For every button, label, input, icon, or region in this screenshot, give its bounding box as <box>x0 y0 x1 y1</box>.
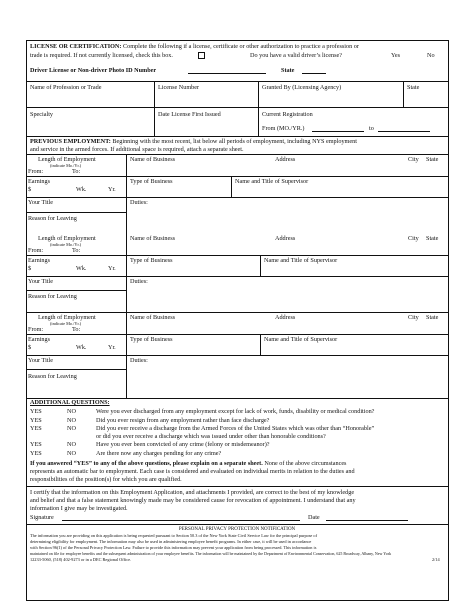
dollar-sign: $ <box>28 186 32 193</box>
reason-label: Reason for Leaving <box>28 215 77 222</box>
state-label: State <box>426 235 439 242</box>
privacy-line: maintained on file for employee benefits and the subsequent administration of your employee benefits. The information will be maintained by the Department of Environmental Conservation, 625 Broadway, Albany, New York <box>30 551 392 556</box>
signature-label: Signature <box>30 514 54 521</box>
date-field[interactable] <box>326 520 408 521</box>
from-label: From: <box>28 168 44 175</box>
question-text-continued: or did you ever receive a discharge which was issued under other than honorable conditions? <box>96 433 326 440</box>
valid-license-no[interactable]: No <box>427 52 435 59</box>
dl-state-label: State <box>281 67 295 74</box>
registration-from-label: From (MO./YR.) <box>262 125 305 132</box>
your-title-label: Your Title <box>28 357 53 364</box>
additional-questions-heading: ADDITIONAL QUESTIONS: <box>30 399 110 406</box>
business-name-label: Name of Business <box>130 314 176 321</box>
dollar-sign: $ <box>28 344 32 351</box>
valid-license-yes[interactable]: Yes <box>391 52 401 59</box>
dl-number-field[interactable] <box>188 73 266 74</box>
question-text: Did you ever receive a discharge from the Armed Forces of the United States which was other than “Honorable” <box>96 425 375 432</box>
yes-option[interactable]: YES <box>30 408 42 415</box>
no-option[interactable]: NO <box>67 450 76 457</box>
employment-header-text: Beginning with the most recent, list below all periods of employment, including NYS employment <box>110 138 357 145</box>
explain-note-line2: represents an automatic bar to employment. Each case is considered and evaluated on individual merits in relation to the duties and <box>30 468 355 475</box>
explain-note-line1 <box>30 461 346 467</box>
supervisor-label: Name and Title of Supervisor <box>264 257 338 264</box>
to-label: To: <box>72 168 81 175</box>
indicate-label: (indicate Mo./Yr.) <box>50 321 82 326</box>
length-label: Length of Employment <box>38 235 96 242</box>
earnings-label: Earnings <box>28 178 50 185</box>
indicate-label: (indicate Mo./Yr.) <box>50 242 82 247</box>
to-label: To: <box>72 247 81 254</box>
license-heading: LICENSE OR CERTIFICATION: <box>30 43 122 50</box>
explain-note-bold: If you answered “YES” to any of the above questions, please explain on a separate sheet. <box>30 460 263 467</box>
duties-label: Duties: <box>130 199 148 206</box>
yes-option[interactable]: YES <box>30 450 42 457</box>
granted-by-label: Granted By (Licensing Agency) <box>262 84 342 91</box>
certification-line2: and belief and that a false statement knowingly made may be considered cause for revocation of appointment. I understand that any <box>30 497 356 504</box>
your-title-label: Your Title <box>28 199 53 206</box>
certification-line1: I certify that the information on this Employment Application, and attachments I provided, are correct to the best of my knowledge <box>30 489 355 496</box>
your-title-label: Your Title <box>28 278 53 285</box>
explain-note-rest: None of the above circumstances <box>262 460 347 467</box>
no-option[interactable]: NO <box>67 441 76 448</box>
yes-option[interactable]: YES <box>30 417 42 424</box>
wk-label: Wk. <box>76 186 87 193</box>
dl-number-label: Driver License or Non-driver Photo ID Number <box>30 67 157 74</box>
explain-note-line3: responsibilities of the position(s) for which you are qualified. <box>30 476 182 483</box>
city-label: City <box>408 235 419 242</box>
business-type-label: Type of Business <box>130 257 173 264</box>
address-label: Address <box>275 235 296 242</box>
employment-header-line2: and service in the armed forces. If additional space is required, attach a separate sheet. <box>30 146 244 153</box>
wk-label: Wk. <box>76 265 87 272</box>
license-intro-line2: trade is required. If not currently licensed, check this box. <box>30 52 173 59</box>
business-type-label: Type of Business <box>130 178 173 185</box>
state-label: State <box>426 314 439 321</box>
current-registration-label: Current Registration <box>262 111 313 118</box>
state-label: State <box>426 156 439 163</box>
privacy-line: with Section 96(1) of the Personal Privacy Protection Law. Failure to provide this information may prevent your application from being processed. This information is <box>30 545 317 550</box>
yr-label: Yr. <box>108 344 116 351</box>
reason-label: Reason for Leaving <box>28 293 77 300</box>
profession-label: Name of Profession or Trade <box>30 84 102 91</box>
yes-option[interactable]: YES <box>30 425 42 432</box>
from-label: From: <box>28 247 44 254</box>
dollar-sign: $ <box>28 265 32 272</box>
license-state-label: State <box>407 84 420 91</box>
yr-label: Yr. <box>108 265 116 272</box>
certification-line3: information I give may be investigated. <box>30 505 128 512</box>
yr-label: Yr. <box>108 186 116 193</box>
specialty-label: Specialty <box>30 111 54 118</box>
indicate-label: (indicate Mo./Yr.) <box>50 163 82 168</box>
address-label: Address <box>275 314 296 321</box>
registration-from-field[interactable] <box>312 131 364 132</box>
license-intro-line1 <box>30 44 359 50</box>
question-text: Did you ever resign from any employment rather than face discharge? <box>96 417 270 424</box>
earnings-label: Earnings <box>28 336 50 343</box>
city-label: City <box>408 156 419 163</box>
business-type-label: Type of Business <box>130 336 173 343</box>
supervisor-label: Name and Title of Supervisor <box>264 336 338 343</box>
wk-label: Wk. <box>76 344 87 351</box>
not-licensed-checkbox[interactable] <box>198 52 205 59</box>
no-option[interactable]: NO <box>67 408 76 415</box>
employment-heading: PREVIOUS EMPLOYMENT: <box>30 138 111 145</box>
to-label: To: <box>72 326 81 333</box>
registration-to-label: to <box>369 125 374 132</box>
registration-to-field[interactable] <box>378 131 430 132</box>
no-option[interactable]: NO <box>67 425 76 432</box>
length-label: Length of Employment <box>38 156 96 163</box>
city-label: City <box>408 314 419 321</box>
duties-label: Duties: <box>130 357 148 364</box>
question-text: Are there now any charges pending for any crime? <box>96 450 222 457</box>
question-text: Have you ever been convicted of any crime (felony or misdemeanor)? <box>96 441 270 448</box>
reason-label: Reason for Leaving <box>28 373 77 380</box>
privacy-line: The information you are providing on this application is being requested pursuant to Section 50.3 of the New York State Civil Service Law for the principal purpose of <box>30 533 317 538</box>
license-intro-text: Complete the following if a license, certificate or other authorization to practice a profession or <box>121 43 359 50</box>
business-name-label: Name of Business <box>130 235 176 242</box>
license-number-label: License Number <box>158 84 200 91</box>
dl-state-field[interactable] <box>302 73 326 74</box>
privacy-line: 12233-5060, (518) 402-9273 or in a DEC Regional Office. <box>30 557 132 562</box>
date-label: Date <box>308 514 320 521</box>
employment-header-line1 <box>30 139 357 145</box>
business-name-label: Name of Business <box>130 156 176 163</box>
duties-label: Duties: <box>130 278 148 285</box>
supervisor-label: Name and Title of Supervisor <box>235 178 309 185</box>
question-text: Were you ever discharged from any employment except for lack of work, funds, disability or medical condition? <box>96 408 375 415</box>
privacy-line: determining eligibility for employment. The information may also be used in administering employee benefit programs. In either case, it will be used in accordance <box>30 539 312 544</box>
from-label: From: <box>28 326 44 333</box>
date-first-issued-label: Date License First Issued <box>158 111 221 118</box>
length-label: Length of Employment <box>38 314 96 321</box>
earnings-label: Earnings <box>28 257 50 264</box>
signature-field[interactable] <box>62 520 300 521</box>
no-option[interactable]: NO <box>67 417 76 424</box>
privacy-title: PERSONAL PRIVACY PROTECTION NOTIFICATION <box>178 527 296 532</box>
valid-license-question: Do you have a valid driver’s license? <box>250 52 342 59</box>
form-code: 2/14 <box>432 557 440 562</box>
yes-option[interactable]: YES <box>30 441 42 448</box>
address-label: Address <box>275 156 296 163</box>
